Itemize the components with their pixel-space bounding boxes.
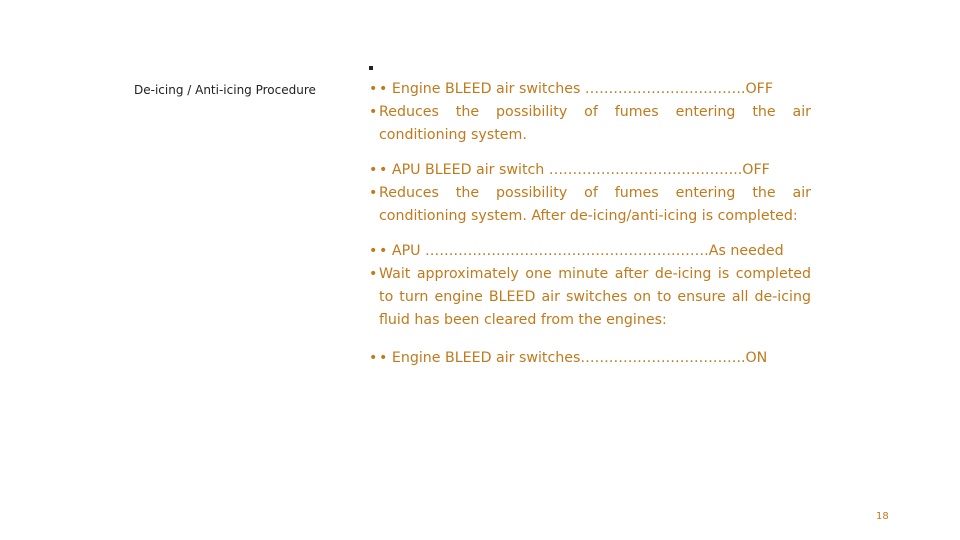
page-number: 18 <box>876 511 889 522</box>
note-text: Wait approximately one minute after de-icing is completed to turn engine BLEED air switches on to ensure all de-icing fluid has been cleared from the engines: <box>379 266 811 328</box>
note-text: Reduces the possibility of fumes entering the air conditioning system. <box>379 104 811 143</box>
note-text: Reduces the possibility of fumes entering the air conditioning system. After de-icing/anti-icing is completed: <box>379 185 811 224</box>
note-apu-as-needed <box>369 263 811 332</box>
bullet: • <box>369 104 378 120</box>
bullet: • <box>369 350 378 366</box>
note-engine-bleed-off <box>369 101 811 147</box>
note-apu-bleed-off <box>369 182 811 228</box>
bullet: • <box>369 243 378 259</box>
step-engine-bleed-on <box>369 347 811 370</box>
step-engine-bleed-off <box>369 78 811 101</box>
bullet: • <box>369 162 378 178</box>
bullet: • <box>369 266 378 282</box>
top-bullet-dot <box>369 66 373 70</box>
step-text: • APU ……………………………………………………As needed <box>379 243 784 259</box>
step-apu-as-needed <box>369 240 811 263</box>
step-apu-bleed-off <box>369 159 811 182</box>
bullet: • <box>369 185 378 201</box>
side-title: De-icing / Anti-icing Procedure <box>134 83 316 97</box>
procedure-content <box>369 78 811 370</box>
bullet: • <box>369 81 378 97</box>
step-text: • APU BLEED air switch …………………………………..OFF <box>379 162 770 178</box>
step-text: • Engine BLEED air switches …………………………….OFF <box>379 81 773 97</box>
step-text: • Engine BLEED air switches……………………………..ON <box>379 350 768 366</box>
